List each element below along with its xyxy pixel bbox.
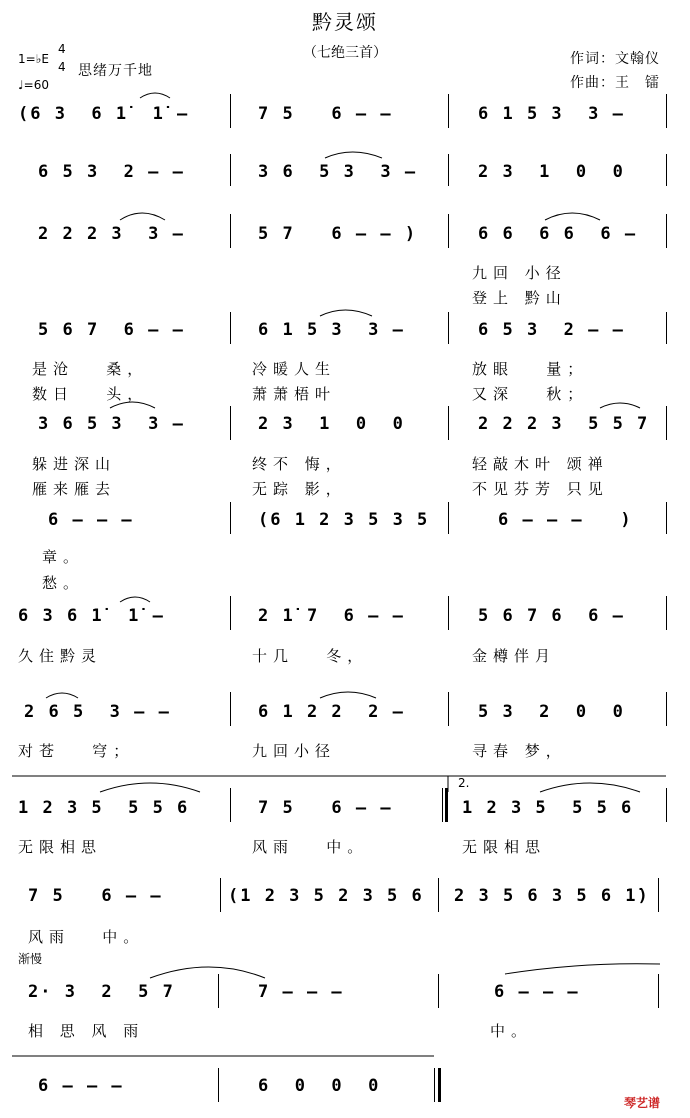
measure: (6 3 6 1̇ 1̇ – — [18, 104, 190, 124]
slur — [46, 693, 78, 698]
measure: 6 – – – — [494, 982, 580, 1002]
measure: 6 – – – — [38, 1076, 124, 1096]
lyric-verse-2: 数日 头， — [32, 385, 149, 403]
lyric: 久住黔灵 — [18, 647, 103, 665]
measure: 2 3 5 6 3 5 6 1̇) — [454, 886, 650, 906]
lyric: 无限相思 — [462, 838, 547, 856]
slur — [545, 213, 600, 220]
measure: 5 6 7 6 – – — [38, 320, 185, 340]
measure: 1 2 3 5 5 5 6 — [18, 798, 190, 818]
measure: 2· 3 2 5 7 — [28, 982, 175, 1002]
key-signature: 1=♭E — [18, 52, 49, 66]
lyric: 无限相思 — [18, 838, 103, 856]
slur — [325, 152, 382, 158]
lyric: 中。 — [490, 1022, 533, 1040]
slur — [120, 213, 165, 220]
lyric: 相 思 风 雨 — [28, 1022, 145, 1040]
slur — [110, 402, 155, 408]
measure: 5 3 2 0 0 — [478, 702, 625, 722]
lyric: 风雨 中。 — [252, 838, 369, 856]
tempo-marking: ♩=60 — [18, 78, 49, 92]
measure: (6 1 2 3 5 3 5 — [258, 510, 430, 530]
measure: 2 2 2 3 3 – — [38, 224, 185, 244]
measure: 7 5 6 – – — [258, 798, 393, 818]
slur — [320, 692, 376, 698]
lyric: 风雨 中。 — [28, 928, 145, 946]
measure: 2 1̇ 7 6 – – — [258, 606, 405, 626]
lyric-verse-1: 冷暖人生 — [252, 360, 337, 378]
measure: 6 3 6 1̇ 1̇ – — [18, 606, 165, 626]
measure: 2 6 5 3 – – — [24, 702, 171, 722]
measure: 7 5 6 – – — [258, 104, 393, 124]
lyric-verse-2: 萧萧梧叶 — [252, 385, 337, 403]
composer-credit: 作曲：王 镭 — [570, 75, 660, 91]
measure: 5 6 7 6 6 – — [478, 606, 625, 626]
time-signature-bottom: 4 — [58, 60, 66, 74]
measure: 1 2 3 5 5 5 6 — [462, 798, 634, 818]
song-title: 黔灵颂 — [312, 10, 378, 34]
measure: 7 5 6 – – — [28, 886, 163, 906]
measure: 6 5 3 2 – – — [478, 320, 625, 340]
lyric-verse-1: 是沧 桑， — [32, 360, 149, 378]
slur — [150, 967, 265, 978]
watermark-text: 琴艺谱 — [624, 1096, 661, 1110]
lyric: 十几 冬， — [252, 647, 369, 665]
slur — [320, 310, 372, 316]
measure: 6 0 0 0 — [258, 1076, 381, 1096]
lyric: 九回小径 — [252, 742, 337, 760]
slur — [140, 93, 170, 98]
lyric-verse-1: 终不 悔， — [252, 455, 347, 473]
lyric-verse-1: 轻敲木叶 颂禅 — [472, 455, 609, 473]
measure: 6 1 2 2 2 – — [258, 702, 405, 722]
measure: 2 3 1 0 0 — [478, 162, 625, 182]
lyric-verse-1: 放眼 量； — [472, 360, 589, 378]
measure: 5 7 6 – – ) — [258, 224, 418, 244]
slur — [120, 597, 150, 602]
lyric-verse-1: 九回 小径 — [472, 264, 567, 282]
measure: 6 6 6 6 6 – — [478, 224, 638, 244]
measure: 6 – – – ) — [498, 510, 633, 530]
lyric-verse-2: 登上 黔山 — [472, 289, 567, 307]
time-signature-top: 4 — [58, 42, 66, 56]
measure: 6 1 5 3 3 – — [478, 104, 625, 124]
expression-marking: 思绪万千地 — [78, 63, 153, 79]
lyric-verse-2: 无踪 影， — [252, 480, 347, 498]
measure: 2 2 2 3 5 5 7 — [478, 414, 650, 434]
volta-marker: 2. — [458, 776, 470, 790]
measure: 6 – – – — [48, 510, 134, 530]
lyric: 金樽伴月 — [472, 647, 557, 665]
measure: 6 5 3 2 – – — [38, 162, 185, 182]
lyric-verse-2: 愁。 — [42, 574, 85, 592]
measure: 6 1 5 3 3 – — [258, 320, 405, 340]
lyric-verse-2: 雁来雁去 — [32, 480, 117, 498]
ritardando-marking: 渐慢 — [18, 952, 43, 966]
tie — [505, 964, 660, 974]
lyric-verse-1: 章。 — [42, 548, 85, 566]
slur — [540, 783, 640, 792]
lyricist-credit: 作词：文翰仪 — [570, 51, 660, 67]
lyric: 对苍 穹； — [18, 742, 135, 760]
measure: (1 2 3 5 2 3 5 6 — [228, 886, 424, 906]
measure: 3 6 5 3 3 – — [38, 414, 185, 434]
measure: 3 6 5 3 3 – — [258, 162, 418, 182]
lyric-verse-2: 又深 秋； — [472, 385, 589, 403]
measure: 7 – – – — [258, 982, 344, 1002]
lyric: 寻春 梦， — [472, 742, 567, 760]
lyric-verse-2: 不见芬芳 只见 — [472, 480, 609, 498]
lyric-verse-1: 躲进深山 — [32, 455, 117, 473]
song-subtitle: （七绝三首） — [303, 45, 387, 61]
measure: 2 3 1 0 0 — [258, 414, 405, 434]
slur — [100, 783, 200, 792]
slur — [600, 403, 640, 408]
